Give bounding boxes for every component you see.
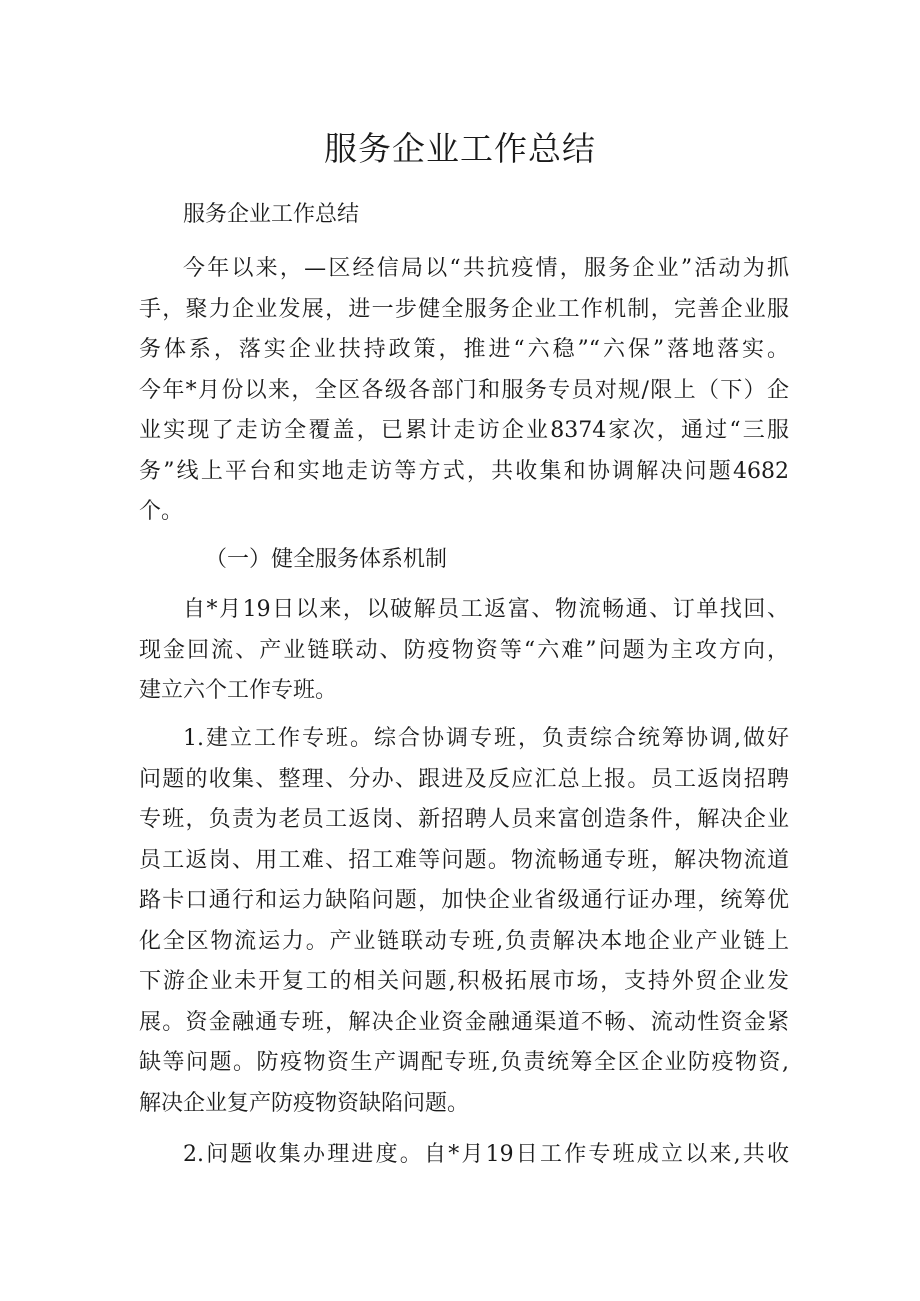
- subtitle-line: 服务企业工作总结: [183, 202, 360, 227]
- paragraph-line: 务体系，落实企业扶持政策，推进“六稳”“六保”落地落实。: [139, 337, 789, 362]
- paragraph-intro: [139, 249, 789, 533]
- document-subtitle: [139, 195, 789, 236]
- paragraph-line: 今年以来，—区经信局以“共抗疫情，服务企业”活动为抓: [183, 256, 789, 281]
- paragraph-line: 问题的收集、整理、分办、跟进及反应汇总上报。员工返岗招聘: [139, 766, 789, 792]
- paragraph-line: 个。: [139, 499, 184, 524]
- paragraph-line: 员工返岗、用工难、招工难等问题。物流畅通专班，解决物流道: [139, 847, 789, 873]
- paragraph-line: 解决企业复产防疫物资缺陷问题。: [139, 1090, 470, 1116]
- paragraph-line: 化全区物流运力。产业链联动专班,负责解决本地企业产业链上: [139, 928, 789, 954]
- section-heading: [139, 540, 789, 581]
- paragraph-line: 今年*月份以来，全区各级各部门和服务专员对规/限上（下）企: [139, 377, 789, 403]
- paragraph-line: 下游企业未开复工的相关问题,积极拓展市场，支持外贸企业发: [139, 969, 789, 994]
- document-title: 服务企业工作总结: [324, 129, 596, 168]
- paragraph-work-teams: [139, 719, 789, 1124]
- paragraph-line: 业实现了走访全覆盖，已累计走访企业8374家次，通过“三服: [139, 418, 789, 443]
- heading-line: （一）健全服务体系机制: [205, 547, 448, 572]
- paragraph-line: 展。资金融通专班，解决企业资金融通渠道不畅、流动性资金紧: [139, 1009, 789, 1035]
- paragraph-line: 1.建立工作专班。综合协调专班，负责综合统筹协调,做好: [183, 726, 789, 751]
- paragraph-line: 专班，负责为老员工返岗、新招聘人员来富创造条件，解决企业: [139, 807, 789, 832]
- paragraph-progress: [139, 1135, 789, 1176]
- paragraph-line: 路卡口通行和运力缺陷问题，加快企业省级通行证办理，统筹优: [139, 888, 789, 913]
- paragraph-line: 2.问题收集办理进度。自*月19日工作专班成立以来,共收: [183, 1142, 789, 1167]
- paragraph-line: 现金回流、产业链联动、防疫物资等“六难”问题为主攻方向，: [139, 637, 789, 663]
- paragraph-line: 手，聚力企业发展，进一步健全服务企业工作机制，完善企业服: [139, 296, 789, 322]
- paragraph-line: 缺等问题。防疫物资生产调配专班,负责统筹全区企业防疫物资,: [139, 1050, 789, 1075]
- paragraph-line: 务”线上平台和实地走访等方式，共收集和协调解决问题4682: [139, 458, 789, 484]
- paragraph-line: 建立六个工作专班。: [139, 678, 338, 703]
- paragraph-line: 自*月19日以来，以破解员工返富、物流畅通、订单找回、: [183, 597, 789, 622]
- paragraph-section-intro: [139, 590, 789, 712]
